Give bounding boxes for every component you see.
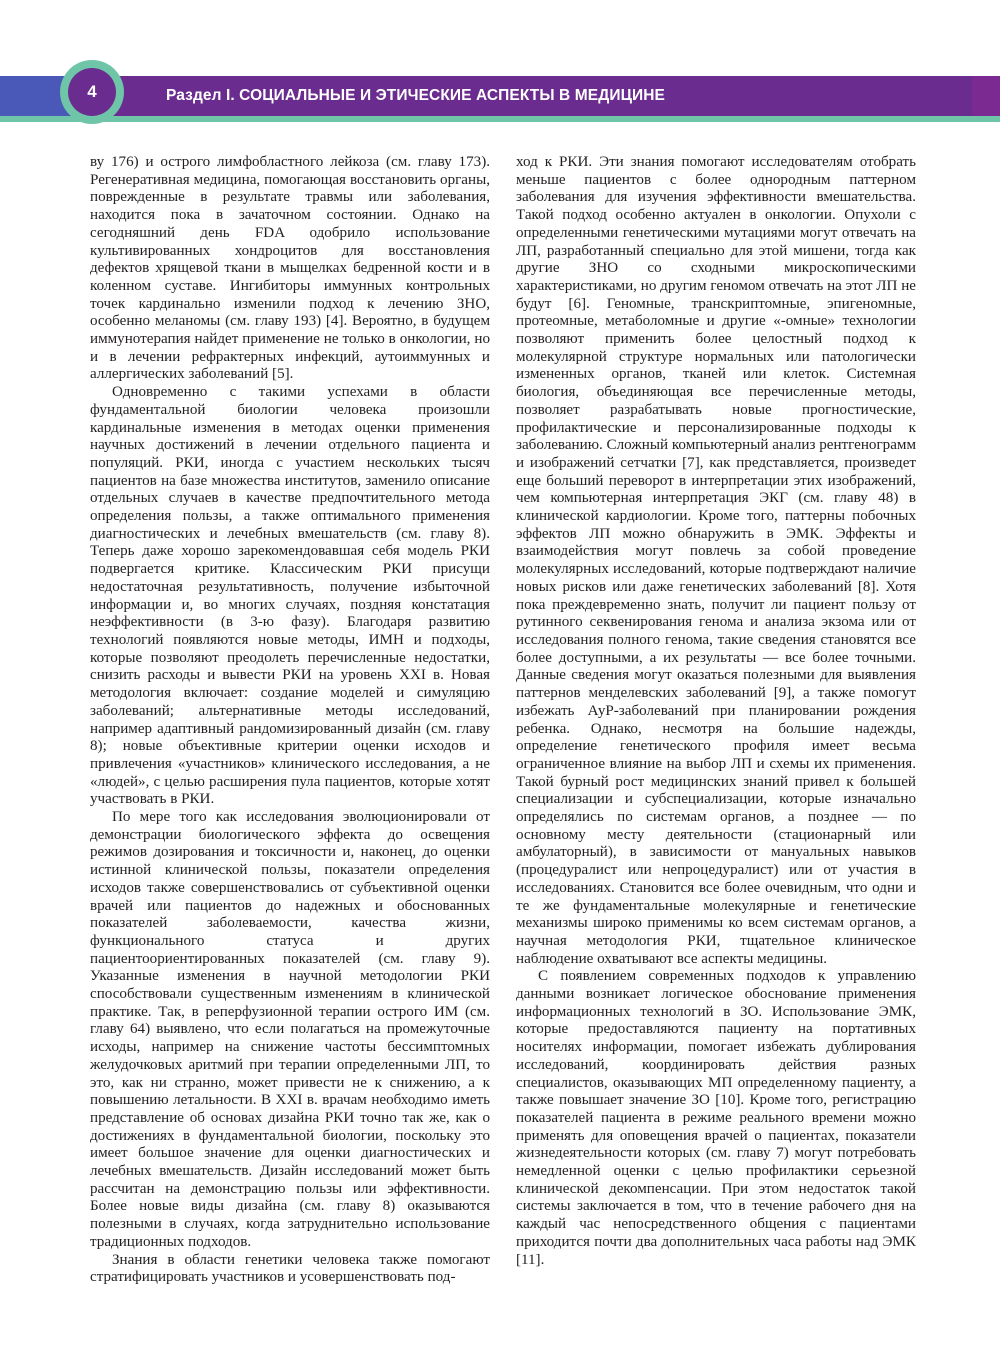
header-band-right [972, 76, 1000, 116]
paragraph: С появлением современных подходов к управлению данными возникает логическое обоснование применения информационных технологий в ЗО. Использование ЭМК, которые предоставляются пациенту на портативных носителях информации, помогает избежать дублирования исследований, координировать действия разных специалистов, оказывающих МП определенному пациенту, а также повышает значение ЗО [10]. Кроме того, регистрацию показателей пациента в режиме реального времени можно применять для оповещения врачей о пациентах, показатели жизнедеятельности которых (см. главу 7) могут потребовать немедленной оценки с целью профилактики серьезной клинической декомпенсации. При этом недостаток такой системы заключается в том, что в течение рабочего дня на каждый час непосредственного общения с пациентами приходится почти два дополнительных часа работы над ЭМК [11]. [516, 968, 916, 1268]
left-column [90, 154, 490, 1287]
page-number: 4 [68, 68, 116, 116]
header-accent-stripe [0, 116, 1000, 122]
paragraph: ву 176) и острого лимфобластного лейкоза (см. главу 173). Регенеративная медицина, помогающая восстановить органы, поврежденные в результате травмы или заболевания, находится пока в зачаточном состоянии. Однако на сегодняшний день FDA одобрило использование культивированных хондроцитов для восстановления дефектов хрящевой ткани в мыщелках бедренной кости и в коленном суставе. Ингибиторы иммунных контрольных точек кардинально изменили подход к лечению ЗНО, особенно меланомы (см. главу 193) [4]. Вероятно, в будущем иммунотерапия найдет применение не только в онкологии, но и в лечении рефрактерных инфекций, аутоиммунных и аллергических заболеваний [5]. [90, 154, 490, 383]
paragraph: По мере того как исследования эволюционировали от демонстрации биологического эффекта до освещения режимов дозирования и токсичности и, наконец, до оценки истинной клинической пользы, показатели определения исходов также совершенствовались от субъективной оценки врачей или пациентов до надежных и обоснованных показателей заболеваемости, качества жизни, функционального статуса и других пациентоориентированных показателей (см. главу 9). Указанные изменения в научной методологии РКИ способствовали существенным изменениям в клинической практике. Так, в реперфузионной терапии острого ИМ (см. главу 64) выявлено, что если полагаться на промежуточные исходы, например на снижение частоты бессимптомных желудочковых аритмий при терапии определенными ЛП, то это, как ни странно, может привести не к снижению, а к повышению летальности. В XXI в. врачам необходимо иметь представление об основах дизайна РКИ точно так же, как о достижениях в фундаментальной биологии, поскольку это имеет большое значение для оценки диагностических и лечебных вмешательств. Дизайн исследований может быть рассчитан на демонстрацию пользы или эффективности. Более новые виды дизайна (см. главу 8) оказываются полезными в случаях, когда затруднительно использование традиционных подходов. [90, 809, 490, 1250]
right-column [516, 154, 916, 1269]
paragraph: Одновременно с такими успехами в области фундаментальной биологии человека произошли кардинальные изменения в методах оценки применения научных достижений в лечении отдельного пациента и популяций. РКИ, иногда с участием нескольких тысяч пациентов на базе множества институтов, заменило описание отдельных случаев в качестве предпочтительного метода определения пользы, а также оптимального применения диагностических и лечебных вмешательств (см. главу 8). Теперь даже хорошо зарекомендовавшая себя модель РКИ подвергается критике. Классическим РКИ присущи недостаточная результативность, получение избыточной информации и, во многих случаях, поздняя констатация неэффективности (в 3-ю фазу). Благодаря развитию технологий появляются новые методы, ИМН и подходы, которые позволяют преодолеть перечисленные недостатки, снизить расходы и вывести РКИ на уровень XXI в. Новая методология включает: создание моделей и симуляцию заболеваний; альтернативные методы исследований, например адаптивный рандомизированный дизайн (см. главу 8); новые объективные критерии оценки исходов и привлечения «участников» клинического исследования, а не «людей», с целью расширения пула пациентов, которые хотят участвовать в РКИ. [90, 384, 490, 808]
paragraph: ход к РКИ. Эти знания помогают исследователям отобрать меньше пациентов с более однородным паттерном заболевания для изучения эффективности вмешательства. Такой подход особенно актуален в онкологии. Опухоли с определенными генетическими мутациями могут отвечать на ЛП, разработанный специально для этой мишени, тогда как другие ЗНО со сходными микроскопическими характеристиками, но другим геномом отвечать на этот ЛП не будут [6]. Геномные, транскриптомные, эпигеномные, протеомные, метаболомные и другие «-омные» технологии позволяют применить более целостный подход к молекулярной структуре нормальных или патологически измененных органов, тканей или клеток. Системная биология, объединяющая все перечисленные методы, позволяет разрабатывать новые прогностические, профилактические и персонализированные подходы к заболеванию. Сложный компьютерный анализ рентгенограмм и изображений сетчатки [7], как представляется, произведет еще больший переворот в интерпретации этих изображений, чем компьютерная интерпретация ЭКГ (см. главу 48) в клинической кардиологии. Кроме того, паттерны побочных эффектов ЛП можно обнаружить в ЭМК. Эффекты и взаимодействия могут повлечь за собой проведение молекулярных исследований, которые подтверждают наличие новых рисков или даже генетических заболеваний [8]. Хотя пока преждевременно знать, получит ли пациент пользу от рутинного секвенирования генома и анализа экзома или от исследования полного генома, такие сведения становятся все более доступными, а их результаты — все более точными. Данные сведения могут оказаться полезными для выявления паттернов менделевских заболеваний [9], а также помогут избежать АуР-заболеваний при планировании рождения ребенка. Однако, несмотря на большие надежды, определение генетического профиля имеет весьма ограниченное влияние на выбор ЛП и схемы их применения. Такой бурный рост медицинских знаний привел к большей специализации и субспециализации, которые изначально определялись по системам органов, а позднее — по основному месту деятельности (стационарный или амбулаторный), в зависимости от мануальных навыков (процедуралист или непроцедуралист) или от участия в исследованиях. Становится все более очевидным, что одни и те же фундаментальные молекулярные и генетические механизмы широко применимы ко всем системам органов, а научная методология РКИ, тщательное клиническое наблюдение охватывают все аспекты медицины. [516, 154, 916, 967]
section-title: Раздел I. СОЦИАЛЬНЫЕ И ЭТИЧЕСКИЕ АСПЕКТЫ В МЕДИЦИНЕ [166, 87, 665, 104]
page-header [0, 0, 1000, 140]
paragraph: Знания в области генетики человека также помогают стратифицировать участников и усовершенствовать под- [90, 1251, 490, 1286]
